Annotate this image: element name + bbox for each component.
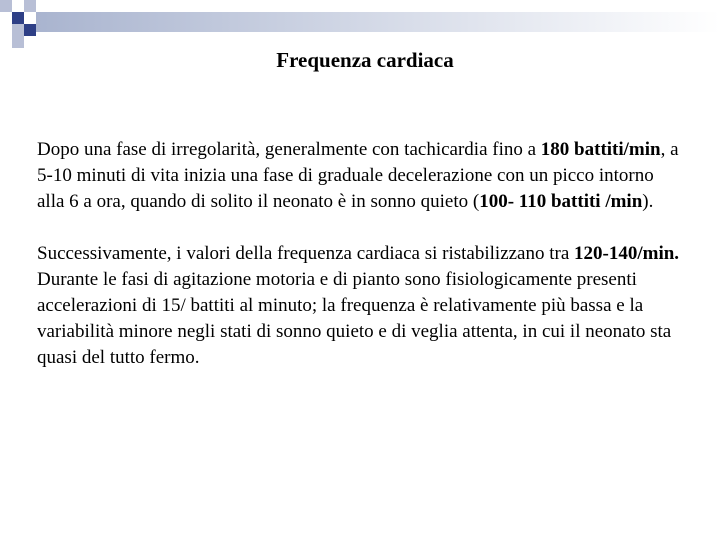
header-decoration xyxy=(0,0,720,48)
paragraph-1-bold-2: 100- 110 battiti /min xyxy=(479,191,643,212)
header-gradient-bar xyxy=(34,12,720,32)
paragraph-1-text-3: ). xyxy=(642,191,654,212)
slide-body xyxy=(37,137,682,397)
paragraph-2-text-1: Successivamente, i valori della frequenza cardiaca si ristabilizzano tra xyxy=(37,243,575,264)
paragraph-1-bold-1: 180 battiti/min xyxy=(540,139,661,160)
paragraph-1-text-2: , a 5-10 minuti di vita inizia una fase di graduale decelerazione con un picco intorno alla 6 a ora, quando di solito il neonato è in sonno quieto ( xyxy=(37,139,679,212)
paragraph-1-text-1: Dopo una fase di irregolarità, generalmente con tachicardia fino a xyxy=(37,139,541,160)
paragraph-2-text-2: Durante le fasi di agitazione motoria e di pianto sono fisiologicamente presenti accelerazioni di 15/ battiti al minuto; la frequenza è relativamente più bassa e la variabilità minore negli stati di sonno quieto e di veglia attenta, in cui il neonato sta quasi del tutto fermo. xyxy=(37,269,672,368)
slide-title: Frequenza cardiaca xyxy=(276,48,454,72)
corner-squares-logo xyxy=(0,0,36,48)
paragraph-1 xyxy=(37,137,682,215)
paragraph-2 xyxy=(37,241,682,371)
paragraph-2-bold-1: 120-140/min. xyxy=(574,243,680,264)
